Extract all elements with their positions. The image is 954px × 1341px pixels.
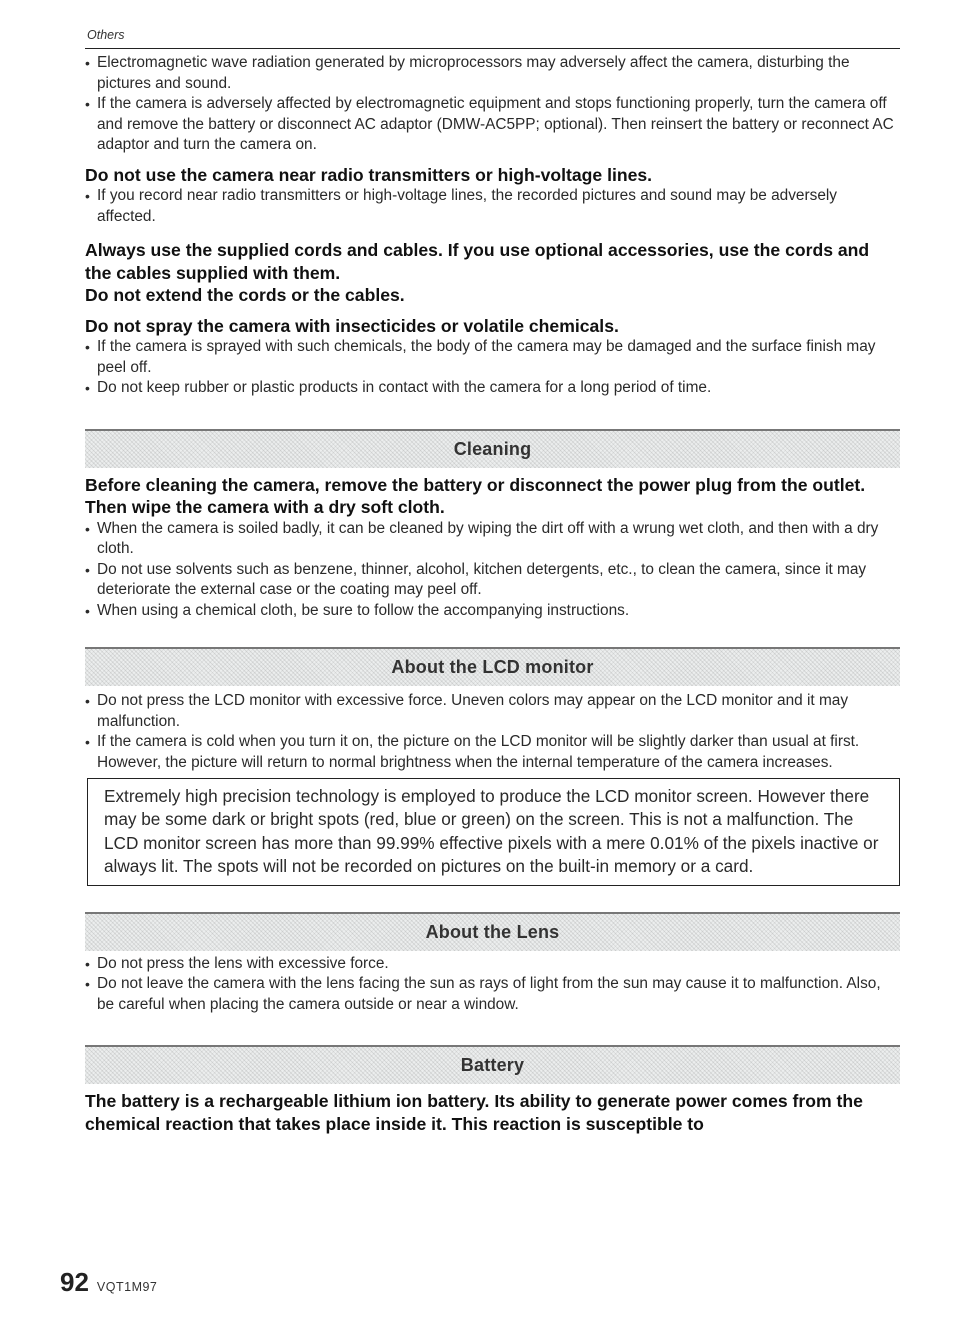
battery-heading: The battery is a rechargeable lithium ion battery. Its ability to generate power comes from the chemical reaction that takes place inside it. This reaction is susceptible to xyxy=(85,1091,863,1134)
list-item: • Do not press the lens with excessive force. xyxy=(85,954,900,975)
section-title: Battery xyxy=(460,1055,525,1076)
cleaning-bullet-list xyxy=(85,519,900,622)
section-label: Others xyxy=(87,28,125,42)
list-item: • If the camera is adversely affected by electromagnetic equipment and stops functioning properly, turn the camera off and remove the battery or disconnect AC adaptor (DMW-AC5PP; optional). Then reinsert the battery or reconnect AC adaptor and turn the camera on. xyxy=(85,94,900,156)
lcd-notice-box: Extremely high precision technology is employed to produce the LCD monitor screen. However there may be some dark or bright spots (red, blue or green) on the screen. This is not a malfunction. The LCD monitor screen has more than 99.99% effective pixels with a mere 0.01% of the pixels inactive or always lit. The spots will not be recorded on pictures on the built-in memory or a card. xyxy=(87,778,900,886)
list-item: • Do not use solvents such as benzene, thinner, alcohol, kitchen detergents, etc., to clean the camera, since it may deteriorate the external case or the coating may peel off. xyxy=(85,560,900,601)
list-item: • If you record near radio transmitters or high-voltage lines, the recorded pictures and sound may be adversely affected. xyxy=(85,186,900,227)
cleaning-heading: Before cleaning the camera, remove the battery or disconnect the power plug from the outlet. Then wipe the camera with a dry soft cloth. xyxy=(85,474,866,517)
document-code: VQT1M97 xyxy=(96,1280,158,1294)
list-item: • Do not keep rubber or plastic products in contact with the camera for a long period of time. xyxy=(85,378,900,399)
lens-section-band xyxy=(85,912,900,951)
lcd-section-band xyxy=(85,647,900,686)
radio-heading: Do not use the camera near radio transmitters or high-voltage lines. xyxy=(85,164,653,185)
list-item: • Electromagnetic wave radiation generated by microprocessors may adversely affect the camera, disturbing the pictures and sound. xyxy=(85,53,900,94)
cords-heading-extend: Do not extend the cords or the cables. xyxy=(85,285,405,305)
lcd-bullet-list xyxy=(85,691,900,773)
spray-bullet-list xyxy=(85,337,900,399)
spray-heading: Do not spray the camera with insecticides or volatile chemicals. xyxy=(85,315,619,336)
list-item: • Do not leave the camera with the lens facing the sun as rays of light from the sun may cause it to malfunction. Also, be careful when placing the camera outside or near a window. xyxy=(85,974,900,1015)
radio-bullet-list xyxy=(85,186,900,227)
list-item: • If the camera is sprayed with such chemicals, the body of the camera may be damaged and the surface finish may peel off. xyxy=(85,337,900,378)
page-number: 92 xyxy=(60,1267,89,1297)
section-title: About the Lens xyxy=(425,921,560,942)
manual-page xyxy=(85,28,900,1135)
section-title: About the LCD monitor xyxy=(391,657,594,677)
list-item: • When using a chemical cloth, be sure to follow the accompanying instructions. xyxy=(85,601,900,622)
battery-section-band xyxy=(85,1045,900,1084)
section-title: Cleaning xyxy=(453,438,532,459)
header-rule xyxy=(85,48,900,49)
list-item: • If the camera is cold when you turn it on, the picture on the LCD monitor will be slightly darker than usual at first. However, the picture will return to normal brightness when the internal temperature of the camera increases. xyxy=(85,732,900,773)
page-footer xyxy=(60,1267,157,1298)
list-item: • When the camera is soiled badly, it can be cleaned by wiping the dirt off with a wrung wet cloth, and then with a dry cloth. xyxy=(85,519,900,560)
cords-heading: Always use the supplied cords and cables. If you use optional accessories, use the cords and the cables supplied with them. xyxy=(85,240,870,283)
list-item: • Do not press the LCD monitor with excessive force. Uneven colors may appear on the LCD monitor and it may malfunction. xyxy=(85,691,900,732)
cleaning-section-band xyxy=(85,429,900,468)
lens-bullet-list xyxy=(85,954,900,1016)
intro-bullet-list xyxy=(85,53,900,156)
